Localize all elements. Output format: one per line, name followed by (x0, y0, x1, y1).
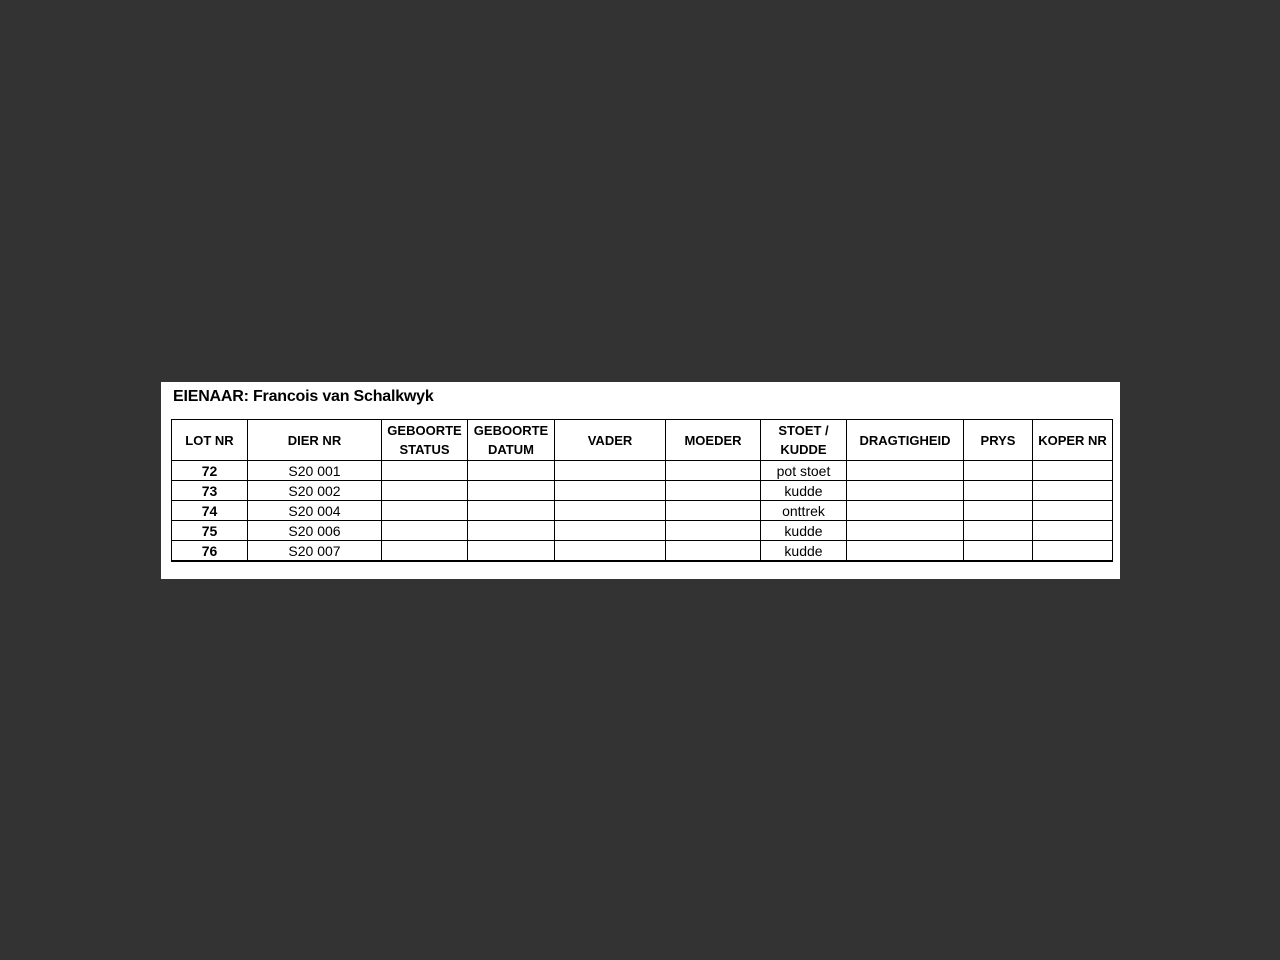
cell-geboorte-status (382, 481, 468, 501)
cell-vader (555, 501, 666, 521)
header-vader-label: VADER (587, 432, 633, 448)
cell-stoet-kudde: onttrek (761, 501, 847, 521)
table-row (172, 481, 1113, 501)
cell-dragtigheid (847, 481, 964, 501)
cell-koper-nr (1033, 521, 1113, 541)
header-row (172, 420, 1113, 461)
cell-lot-nr: 74 (172, 501, 248, 521)
cell-geboorte-datum (468, 541, 555, 562)
owner-title: EIENAAR: Francois van Schalkwyk (173, 388, 434, 405)
cell-prys (964, 521, 1033, 541)
table-row (172, 461, 1113, 481)
table-row (172, 521, 1113, 541)
cell-lot-nr: 76 (172, 541, 248, 562)
cell-stoet-kudde: kudde (761, 541, 847, 562)
cell-vader (555, 521, 666, 541)
header-dier-nr-label: DIER NR (287, 432, 342, 448)
cell-dier-nr: S20 006 (248, 521, 382, 541)
header-prys-label: PRYS (980, 432, 1016, 448)
cell-dragtigheid (847, 501, 964, 521)
header-geboorte-status-line2: STATUS (399, 442, 450, 457)
header-geboorte-datum (468, 420, 555, 461)
cell-dier-nr: S20 007 (248, 541, 382, 562)
lots-table (171, 419, 1113, 562)
cell-prys (964, 541, 1033, 562)
cell-koper-nr (1033, 481, 1113, 501)
cell-koper-nr (1033, 461, 1113, 481)
cell-moeder (666, 461, 761, 481)
cell-geboorte-status (382, 541, 468, 562)
cell-vader (555, 541, 666, 562)
header-geboorte-status (382, 420, 468, 461)
cell-geboorte-datum (468, 521, 555, 541)
cell-lot-nr: 75 (172, 521, 248, 541)
cell-lot-nr: 73 (172, 481, 248, 501)
cell-moeder (666, 521, 761, 541)
header-vader (555, 420, 666, 461)
cell-geboorte-status (382, 461, 468, 481)
cell-geboorte-datum (468, 501, 555, 521)
document-sheet (161, 382, 1120, 579)
cell-prys (964, 481, 1033, 501)
header-stoet-kudde-line1: STOET / (778, 423, 829, 438)
cell-koper-nr (1033, 501, 1113, 521)
header-stoet-kudde-line2: KUDDE (780, 442, 827, 457)
cell-geboorte-datum (468, 461, 555, 481)
cell-geboorte-status (382, 501, 468, 521)
cell-dragtigheid (847, 541, 964, 562)
cell-stoet-kudde: kudde (761, 521, 847, 541)
cell-geboorte-status (382, 521, 468, 541)
cell-prys (964, 501, 1033, 521)
header-geboorte-datum-line2: DATUM (488, 442, 534, 457)
cell-geboorte-datum (468, 481, 555, 501)
header-geboorte-status-line1: GEBOORTE (387, 423, 462, 438)
header-geboorte-datum-line1: GEBOORTE (473, 423, 549, 438)
cell-vader (555, 481, 666, 501)
cell-moeder (666, 481, 761, 501)
cell-dragtigheid (847, 461, 964, 481)
cell-dragtigheid (847, 521, 964, 541)
cell-vader (555, 461, 666, 481)
cell-prys (964, 461, 1033, 481)
cell-moeder (666, 541, 761, 562)
header-dier-nr (248, 420, 382, 461)
cell-koper-nr (1033, 541, 1113, 562)
header-lot-nr-label: LOT NR (185, 432, 234, 448)
table-row (172, 501, 1113, 521)
header-koper-nr (1033, 420, 1113, 461)
cell-stoet-kudde: pot stoet (761, 461, 847, 481)
cell-dier-nr: S20 002 (248, 481, 382, 501)
table-row (172, 541, 1113, 562)
cell-stoet-kudde: kudde (761, 481, 847, 501)
cell-lot-nr: 72 (172, 461, 248, 481)
header-koper-nr-label: KOPER NR (1038, 432, 1107, 448)
header-prys (964, 420, 1033, 461)
header-moeder-label: MOEDER (684, 432, 742, 448)
header-dragtigheid (847, 420, 964, 461)
header-dragtigheid-label: DRAGTIGHEID (859, 432, 951, 448)
header-moeder (666, 420, 761, 461)
cell-moeder (666, 501, 761, 521)
header-lot-nr (172, 420, 248, 461)
cell-dier-nr: S20 001 (248, 461, 382, 481)
cell-dier-nr: S20 004 (248, 501, 382, 521)
header-stoet-kudde (761, 420, 847, 461)
